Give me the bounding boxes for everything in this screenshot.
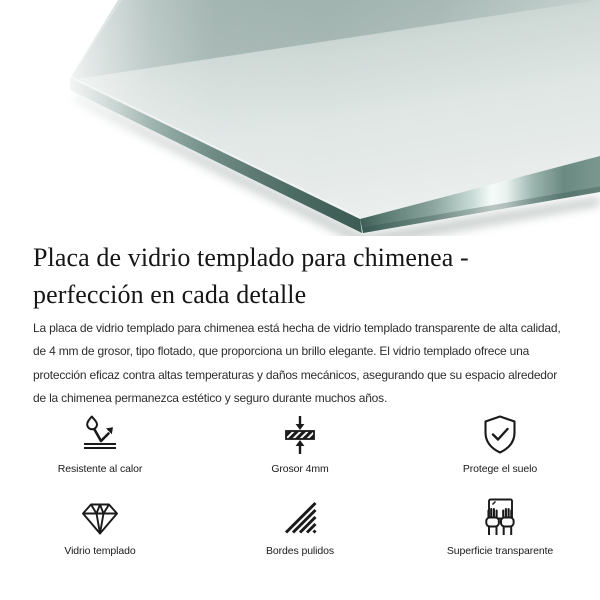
product-photo (0, 0, 600, 236)
feature-heat-resistant (0, 413, 200, 475)
shield-check-icon (478, 413, 522, 457)
feature-thickness (200, 413, 400, 475)
feature-protects-floor (400, 413, 600, 475)
feature-label: Bordes pulidos (265, 544, 335, 557)
feature-label: Grosor 4mm (271, 462, 329, 475)
thickness-arrows-icon (278, 413, 322, 457)
feature-polished-edges (200, 495, 400, 557)
feature-label: Protege el suelo (462, 462, 538, 475)
description-line: La placa de vidrio templado para chimenea está hecha de vidrio templado transparente de alta calidad, (33, 320, 561, 335)
description-line: protección eficaz contra altas temperaturas y daños mecánicos, asegurando que su espacio alrededor (33, 367, 558, 382)
page-title (33, 240, 567, 313)
feature-transparent-surface (400, 495, 600, 557)
feature-label: Superficie transparente (446, 544, 554, 557)
description-line: de la chimenea permanezca estético y seguro durante muchos años. (33, 391, 388, 406)
page-title-line-2: perfección en cada detalle (33, 279, 307, 309)
page-title-line-1: Placa de vidrio templado para chimenea - (33, 243, 469, 272)
features-grid (0, 413, 600, 557)
diamond-icon (78, 495, 122, 539)
feature-label: Vidrio templado (64, 544, 136, 557)
glass-plate-illustration (0, 0, 600, 236)
feature-tempered-glass (0, 495, 200, 557)
flame-bounce-arrow-icon (78, 413, 122, 457)
diagonal-stripes-icon (278, 495, 322, 539)
hands-holding-glass-icon (478, 495, 522, 539)
feature-label: Resistente al calor (57, 462, 143, 475)
product-description (33, 317, 567, 411)
description-line: de 4 mm de grosor, tipo flotado, que proporciona un brillo elegante. El vidrio templado ofrece una (33, 344, 530, 359)
